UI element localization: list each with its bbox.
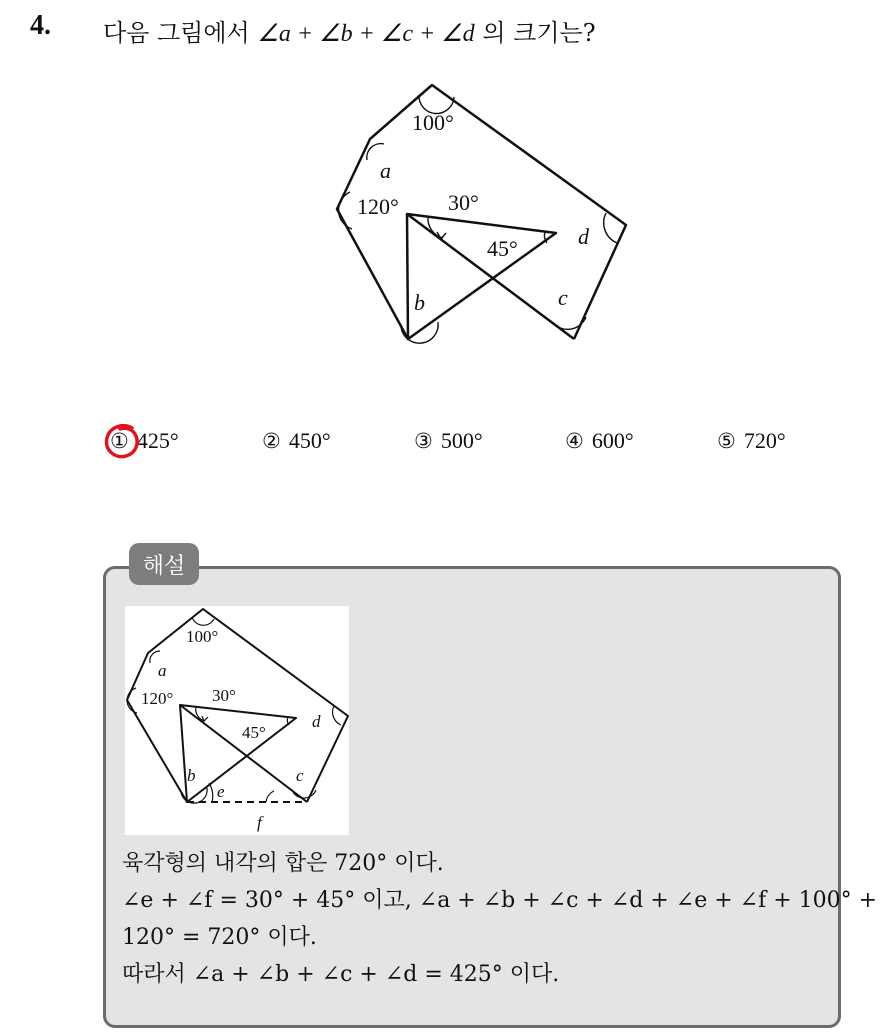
fig-label-a: a [380, 158, 391, 183]
solution-text [122, 845, 878, 993]
solution-line-3: 120° = 720° 이다. [122, 925, 317, 950]
choice-5[interactable] [717, 428, 786, 454]
arc-b [401, 322, 438, 343]
solution-figure [125, 606, 349, 835]
choice-3-value: 500° [440, 428, 483, 453]
question-prefix: 다음 그림에서 [103, 19, 250, 47]
choice-2[interactable] [262, 428, 331, 454]
choice-1-value: 425° [136, 428, 179, 453]
sol-fig-label-c: c [296, 766, 304, 785]
choice-1[interactable] [110, 428, 179, 454]
main-figure [320, 80, 640, 350]
fig-label-b: b [414, 290, 425, 315]
solution-line-4: 따라서 ∠a + ∠b + ∠c + ∠d = 425° 이다. [122, 962, 560, 987]
figure-inner-triangle [407, 214, 556, 339]
sol-fig-label-30: 30° [212, 686, 236, 705]
sol-fig-label-e: e [217, 782, 225, 801]
choice-4-number: ④ [565, 429, 584, 453]
question-number: 4. [30, 10, 51, 41]
sol-fig-label-d: d [312, 712, 321, 731]
choice-5-number: ⑤ [717, 429, 736, 453]
arc-inner-30 [428, 217, 443, 238]
solution-line-1: 육각형의 내각의 합은 720° 이다. [122, 851, 444, 876]
choice-2-number: ② [262, 429, 281, 453]
solution-line-2: ∠e + ∠f = 30° + 45° 이고, ∠a + ∠b + ∠c + ∠d + ∠e + ∠f + 100° + [122, 888, 878, 913]
fig-label-d: d [578, 224, 589, 249]
choice-4-value: 600° [591, 428, 634, 453]
question-text [103, 13, 596, 48]
question-expression: ∠a + ∠b + ∠c + ∠d [257, 21, 475, 47]
sol-fig-label-b: b [187, 766, 196, 785]
choice-3[interactable] [414, 428, 483, 454]
fig-label-inner-45: 45° [487, 236, 518, 261]
choice-1-number: ① [110, 429, 129, 453]
sol-fig-label-left: 120° [141, 689, 174, 708]
choice-5-value: 720° [743, 428, 786, 453]
sol-fig-label-top: 100° [186, 627, 219, 646]
sol-fig-label-45: 45° [242, 723, 266, 742]
question-suffix: 의 크기는? [482, 19, 596, 47]
choice-3-number: ③ [414, 429, 433, 453]
fig-label-inner-30: 30° [448, 190, 479, 215]
fig-label-top-angle: 100° [412, 110, 454, 135]
sol-fig-label-a: a [158, 661, 167, 680]
fig-label-left-angle: 120° [357, 194, 399, 219]
answer-circle-mark [102, 421, 144, 463]
solution-label: 해설 [129, 543, 199, 585]
fig-label-c: c [558, 285, 568, 310]
answer-choices [110, 428, 870, 468]
choice-2-value: 450° [288, 428, 331, 453]
sol-fig-label-f: f [257, 813, 262, 832]
choice-4[interactable] [565, 428, 634, 454]
